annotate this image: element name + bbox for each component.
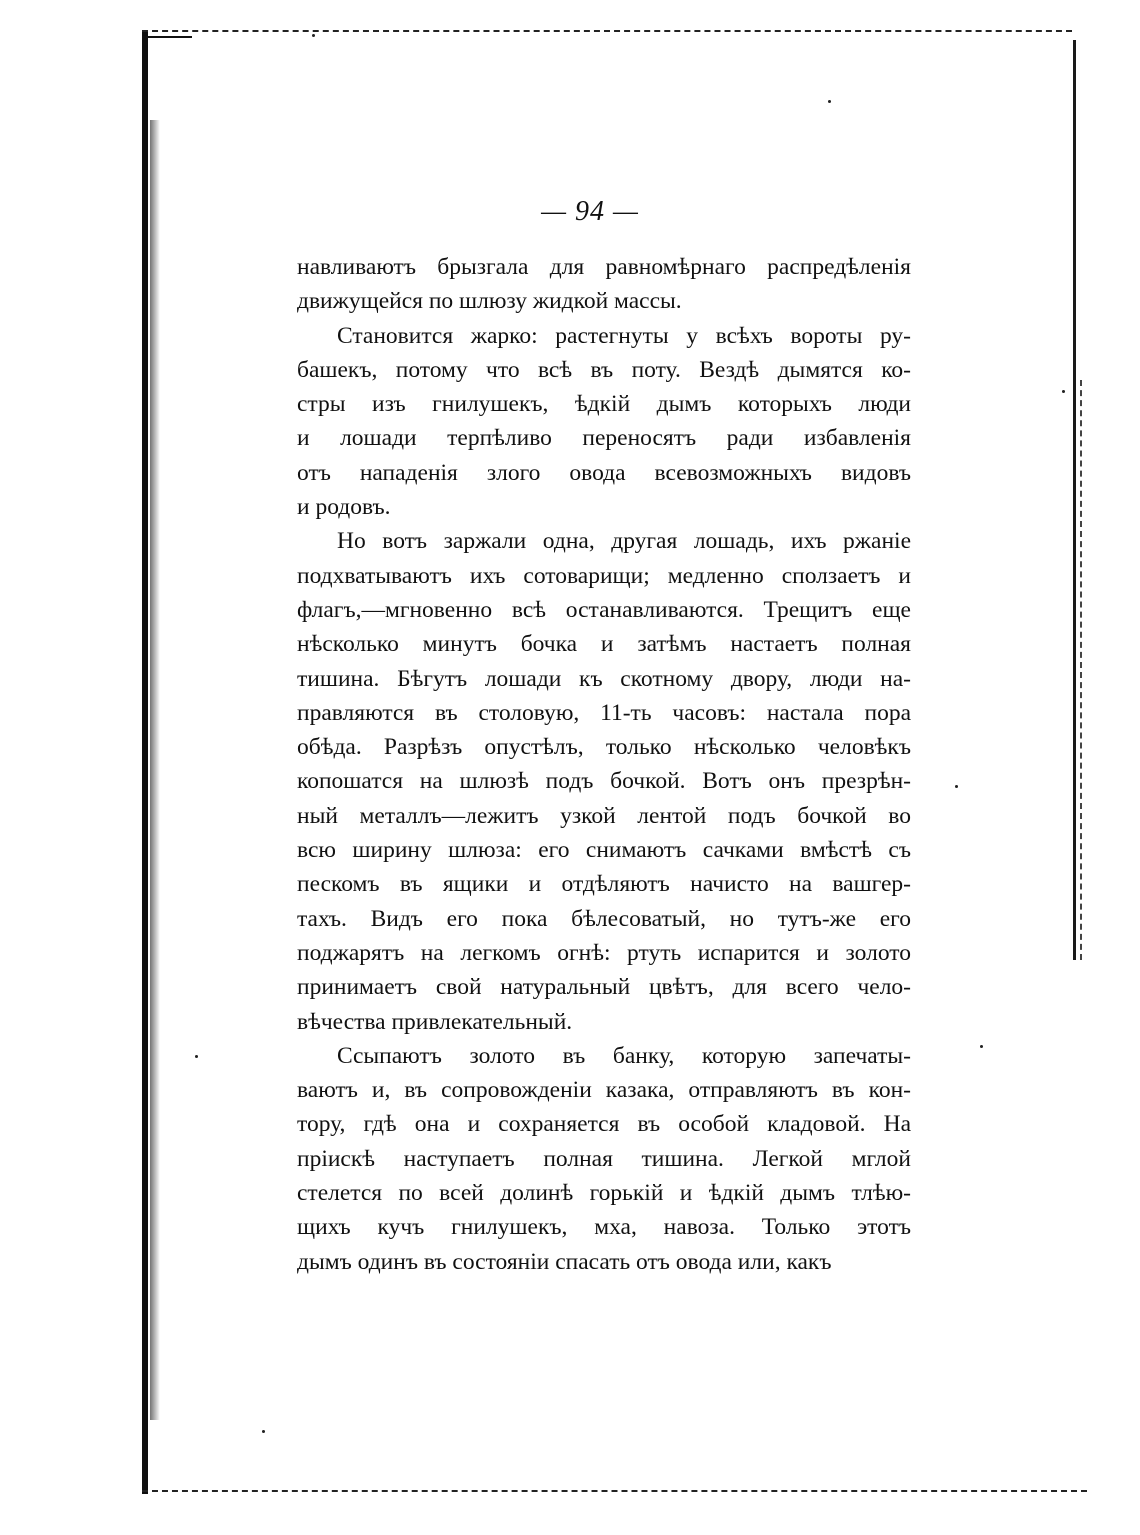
text-line: вѣчества привлекательный. (297, 1008, 573, 1035)
text-line: тору, гдѣ она и сохраняется въ особой кладовой. На (297, 1111, 911, 1138)
text-line: башекъ, потому что всѣ въ поту. Вездѣ дымятся ко- (297, 356, 911, 383)
text-line: ваютъ и, въ сопровожденіи казака, отправляютъ въ кон- (297, 1077, 911, 1104)
page-top-edge (142, 30, 1072, 32)
scan-speck (195, 1055, 198, 1058)
text-line: нѣсколько минутъ бочка и затѣмъ настаетъ полная (297, 631, 911, 658)
text-line: навливаютъ брызгала для равномѣрнаго распредѣленія (297, 254, 911, 280)
text-line: подхватываютъ ихъ сотоварищи; медленно сползаетъ и (297, 562, 911, 589)
text-line: обѣда. Разрѣзъ опустѣлъ, только нѣсколько человѣкъ (297, 734, 911, 761)
paragraph (297, 524, 911, 1038)
page-right-dashed-edge (1080, 380, 1082, 960)
text-line: стелется по всей долинѣ горькій и ѣдкій дымъ тлѣю- (297, 1180, 911, 1207)
text-line: тишина. Бѣгутъ лошади къ скотному двору, люди на- (297, 665, 911, 692)
page-left-edge (142, 32, 148, 1494)
page-right-edge (1073, 40, 1076, 960)
page-number: — 94 — (541, 196, 639, 227)
text-line: копошатся на шлюзѣ подъ бочкой. Вотъ онъ презрѣн- (297, 768, 911, 795)
text-line: Становится жарко: растегнуты у всѣхъ вороты ру- (337, 322, 911, 349)
scan-speck (980, 1045, 983, 1048)
scan-speck (262, 1430, 265, 1433)
text-line: движущейся по шлюзу жидкой массы. (297, 288, 682, 315)
text-line: тахъ. Видъ его пока бѣлесоватый, но тутъ-же его (297, 905, 911, 932)
text-line: дымъ одинъ въ состояніи спасать отъ овода или, какъ (297, 1248, 832, 1275)
text-line: Но вотъ заржали одна, другая лошадь, ихъ ржаніе (337, 528, 911, 555)
scan-speck (312, 34, 315, 37)
text-line: Ссыпаютъ золото въ банку, которую запечаты- (337, 1042, 911, 1069)
scan-speck (1062, 390, 1065, 393)
text-line: щихъ кучъ гнилушекъ, мха, навоза. Только этотъ (297, 1214, 911, 1241)
scan-speck (828, 100, 831, 103)
paragraph (297, 319, 911, 525)
text-line: отъ нападенія злого овода всевозможныхъ видовъ (297, 459, 911, 486)
text-line: принимаетъ свой натуральный цвѣтъ, для всего чело- (297, 974, 911, 1001)
text-line: стры изъ гнилушекъ, ѣдкій дымъ которыхъ люди (297, 391, 911, 418)
text-line: всю ширину шлюза: его снимаютъ сачками вмѣстѣ съ (297, 837, 911, 864)
text-line: поджарятъ на легкомъ огнѣ: ртуть испарится и золото (297, 939, 911, 966)
text-line: пріискѣ наступаетъ полная тишина. Легкой мглой (297, 1145, 911, 1172)
text-line: пескомъ въ ящики и отдѣляютъ начисто на вашгер- (297, 871, 911, 898)
page-bottom-edge (142, 1490, 1087, 1492)
text-line: и родовъ. (297, 494, 391, 521)
page-top-corner (142, 36, 192, 38)
paragraph (297, 250, 911, 319)
scan-speck (955, 785, 958, 788)
text-line: флагъ,—мгновенно всѣ останавливаются. Трещитъ еще (297, 596, 911, 623)
paragraph (297, 1039, 911, 1279)
page-left-shadow (150, 120, 160, 1420)
text-line: ный металлъ—лежитъ узкой лентой подъ бочкой во (297, 802, 911, 829)
body-text (297, 250, 911, 1279)
text-line: и лошади терпѣливо переносятъ ради избавленія (297, 425, 911, 452)
text-line: правляются въ столовую, 11-ть часовъ: настала пора (297, 699, 911, 726)
